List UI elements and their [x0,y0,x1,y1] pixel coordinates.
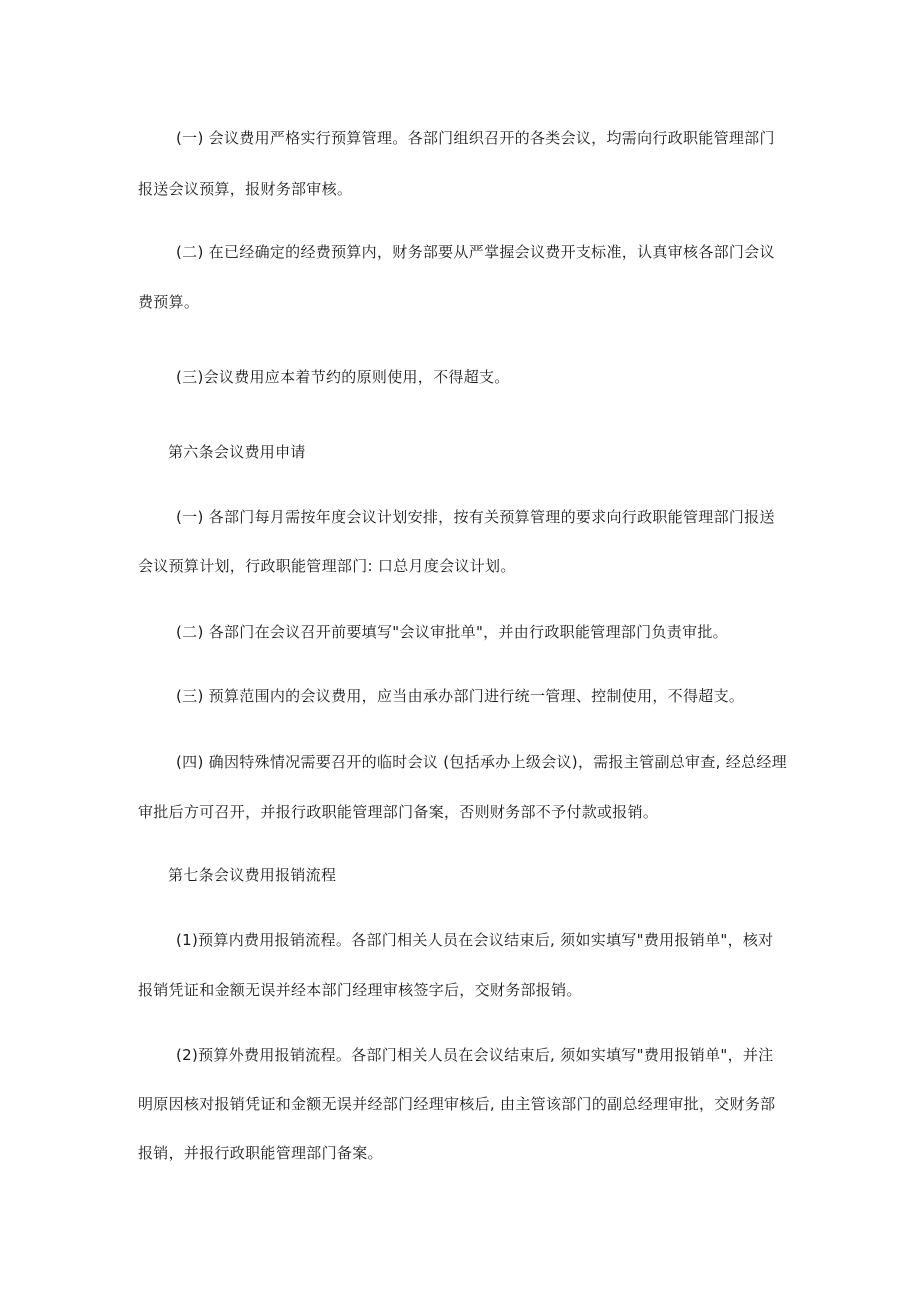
paragraph-2-line-2: 费预算。 [138,293,200,311]
paragraph-10-line-1: (1)预算内费用报销流程。各部门相关人员在会议结束后, 须如实填写"费用报销单"，核对 [176,931,774,949]
paragraph-3-line-1: (三)会议费用应本着节约的原则使用，不得超支。 [176,368,510,386]
paragraph-8-line-1: (四) 确因特殊情况需要召开的临时会议 (包括承办上级会议)，需报主管副总审查, 经总经理 [176,753,787,771]
section-heading-article-7: 第七条会议费用报销流程 [168,866,337,884]
paragraph-11-line-2: 明原因核对报销凭证和金额无误并经部门经理审核后, 由主管该部门的副总经理审批，交财务部 [138,1095,776,1113]
paragraph-8-line-2: 审批后方可召开，并报行政职能管理部门备案，否则财务部不予付款或报销。 [138,803,659,821]
section-heading-article-6: 第六条会议费用申请 [168,443,306,461]
paragraph-1-line-2: 报送会议预算，报财务部审核。 [138,180,353,198]
paragraph-7-line-1: (三) 预算范围内的会议费用，应当由承办部门进行统一管理、控制使用，不得超支。 [176,687,745,705]
paragraph-5-line-2: 会议预算计划，行政职能管理部门: 口总月度会议计划。 [138,557,516,575]
paragraph-6-line-1: (二) 各部门在会议召开前要填写"会议审批单"，并由行政职能管理部门负责审批。 [176,623,728,641]
paragraph-2-line-1: (二) 在已经确定的经费预算内，财务部要从严掌握会议费开支标准，认真审核各部门会议 [176,243,775,261]
paragraph-5-line-1: (一) 各部门每月需按年度会议计划安排，按有关预算管理的要求向行政职能管理部门报送 [176,508,775,526]
paragraph-11-line-1: (2)预算外费用报销流程。各部门相关人员在会议结束后, 须如实填写"费用报销单"，并注 [176,1046,774,1064]
paragraph-10-line-2: 报销凭证和金额无误并经本部门经理审核签字后，交财务部报销。 [138,981,582,999]
paragraph-11-line-3: 报销，并报行政职能管理部门备案。 [138,1144,383,1162]
paragraph-1-line-1: (一) 会议费用严格实行预算管理。各部门组织召开的各类会议，均需向行政职能管理部门 [176,129,775,147]
